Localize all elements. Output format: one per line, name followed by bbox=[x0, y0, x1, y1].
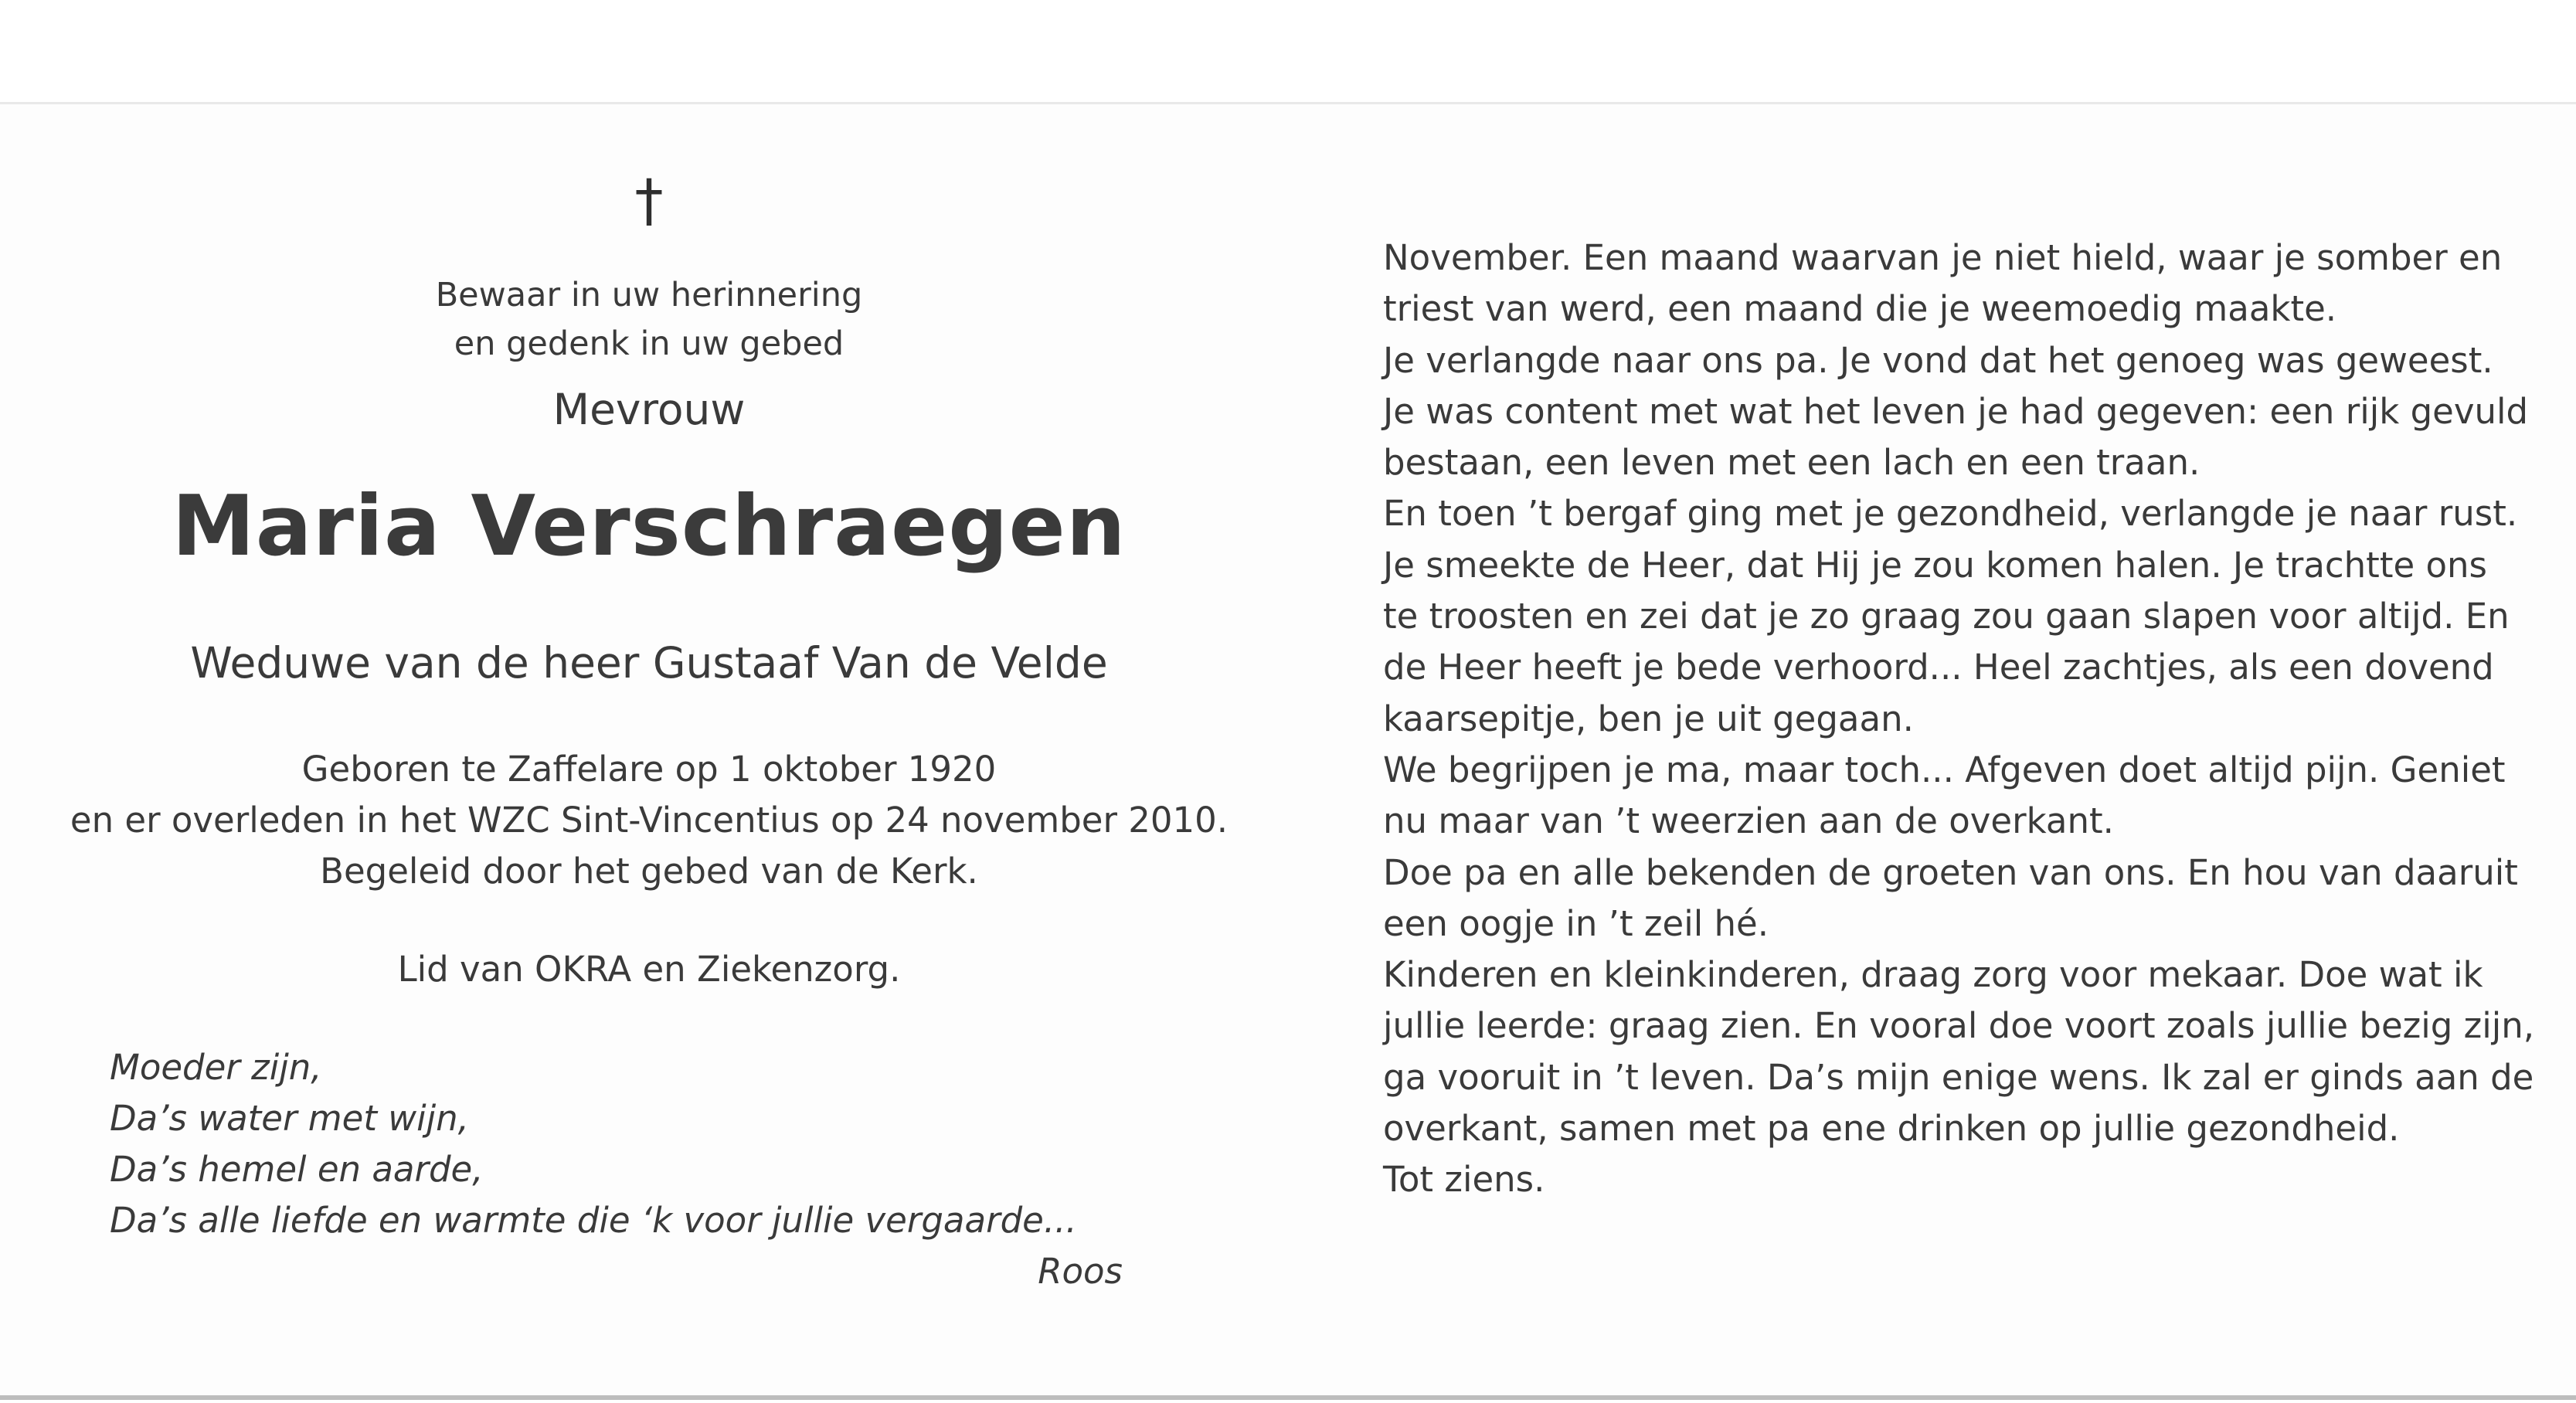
remember-line: en gedenk in uw gebed bbox=[454, 324, 845, 363]
memorial-text bbox=[1383, 233, 2542, 1206]
text-line: Je verlangde naar ons pa. Je vond dat het genoeg was geweest. bbox=[1383, 339, 2493, 381]
remember-text bbox=[46, 271, 1252, 369]
text-line: kaarsepitje, ben je uit gegaan. bbox=[1383, 698, 1914, 739]
poem-line: Da’s hemel en aarde, bbox=[110, 1149, 484, 1190]
remember-line: Bewaar in uw herinnering bbox=[435, 276, 863, 314]
memorial-card bbox=[0, 102, 2576, 1400]
text-line: een oogje in ’t zeil hé. bbox=[1383, 902, 1769, 944]
text-line: En toen ’t bergaf ging met je gezondheid, verlangde je naar rust. bbox=[1383, 493, 2518, 535]
poem-line: Moeder zijn, bbox=[110, 1047, 322, 1088]
cross-icon: † bbox=[634, 168, 664, 234]
text-line: te troosten en zei dat je zo graag zou gaan slapen voor altijd. En bbox=[1383, 596, 2510, 637]
life-line: Geboren te Zaffelare op 1 oktober 1920 bbox=[301, 749, 997, 790]
text-line: triest van werd, een maand die je weemoedig maakte. bbox=[1383, 288, 2337, 330]
life-line: Begeleid door het gebed van de Kerk. bbox=[320, 851, 978, 892]
text-line: bestaan, een leven met een lach en een traan. bbox=[1383, 442, 2200, 484]
text-line: Je smeekte de Heer, dat Hij je zou komen halen. Je trachtte ons bbox=[1383, 544, 2487, 586]
life-line: en er overleden in het WZC Sint-Vincentius op 24 november 2010. bbox=[70, 800, 1229, 841]
deceased-name: Maria Verschraegen bbox=[172, 478, 1127, 575]
text-line: overkant, samen met pa ene drinken op jullie gezondheid. bbox=[1383, 1108, 2400, 1150]
text-line: November. Een maand waarvan je niet hield, waar je somber en bbox=[1383, 237, 2503, 278]
text-line: nu maar van ’t weerzien aan de overkant. bbox=[1383, 800, 2114, 842]
poem-line: Da’s water met wijn, bbox=[110, 1098, 469, 1139]
poem-line: Da’s alle liefde en warmte die ‘k voor jullie vergaarde... bbox=[110, 1200, 1077, 1241]
text-line: de Heer heeft je bede verhoord... Heel zachtjes, als een dovend bbox=[1383, 647, 2494, 688]
poem-author: Roos bbox=[1038, 1251, 1123, 1292]
text-line: Doe pa en alle bekenden de groeten van ons. En hou van daaruit bbox=[1383, 851, 2518, 893]
poem bbox=[110, 1042, 1207, 1246]
life-details bbox=[46, 744, 1252, 897]
text-line: Je was content met wat het leven je had gegeven: een rijk gevuld bbox=[1383, 390, 2529, 432]
widow-of: Weduwe van de heer Gustaaf Van de Velde bbox=[190, 638, 1108, 688]
text-line: We begrijpen je ma, maar toch... Afgeven doet altijd pijn. Geniet bbox=[1383, 749, 2506, 790]
membership: Lid van OKRA en Ziekenzorg. bbox=[397, 949, 901, 990]
honorific: Mevrouw bbox=[552, 385, 746, 434]
text-line: ga vooruit in ’t leven. Da’s mijn enige wens. Ik zal er ginds aan de bbox=[1383, 1056, 2534, 1098]
text-line: Kinderen en kleinkinderen, draag zorg voor mekaar. Doe wat ik bbox=[1383, 954, 2483, 996]
text-line: Tot ziens. bbox=[1383, 1159, 1545, 1201]
text-line: jullie leerde: graag zien. En vooral doe voort zoals jullie bezig zijn, bbox=[1383, 1005, 2535, 1047]
